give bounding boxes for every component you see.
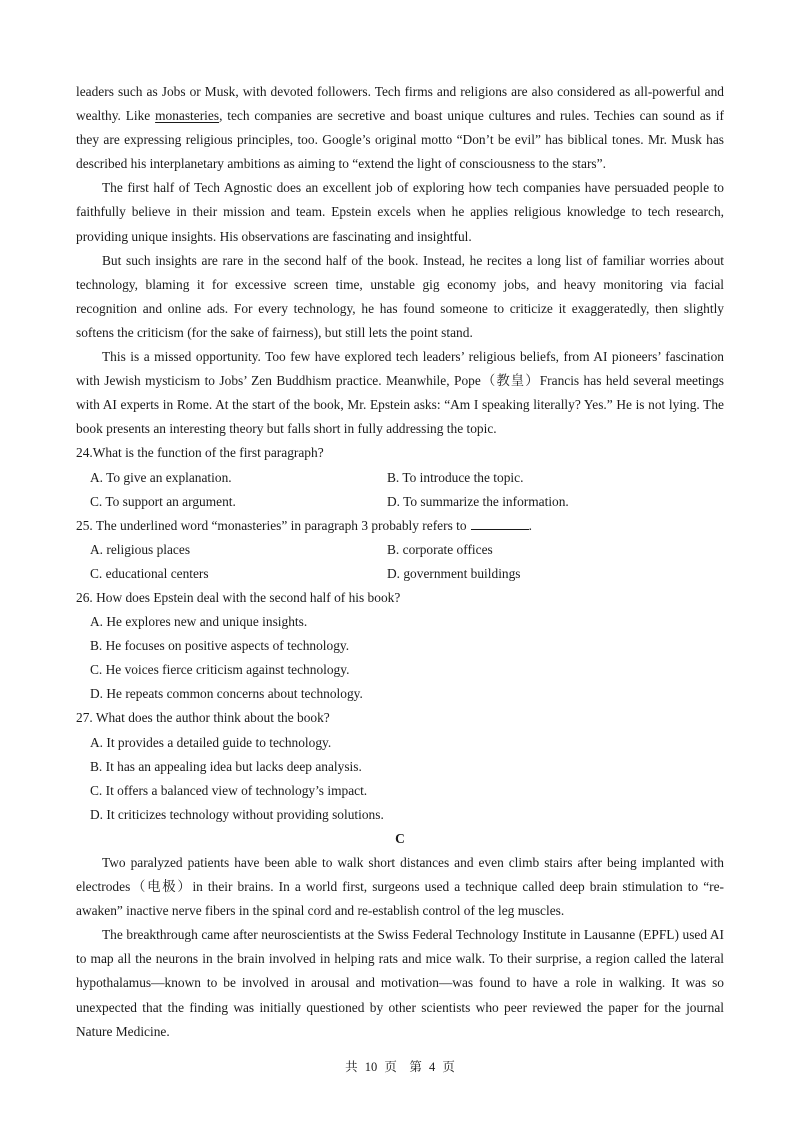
question-25 <box>76 514 724 586</box>
option-c[interactable]: C. He voices fierce criticism against technology. <box>90 662 350 678</box>
option-a[interactable]: A. religious places <box>90 541 191 557</box>
answer-blank[interactable] <box>471 515 529 530</box>
question-stem: 24.What is the function of the first paragraph? <box>76 445 324 461</box>
question-stem: 27. What does the author think about the book? <box>76 710 330 726</box>
option-a[interactable]: A. It provides a detailed guide to technology. <box>90 734 332 750</box>
option-d[interactable]: D. It criticizes technology without providing solutions. <box>90 806 384 822</box>
option-row <box>76 466 724 490</box>
underlined-word: monasteries <box>155 108 220 124</box>
section-heading: C <box>395 830 405 846</box>
passage-b-paragraph-2: The first half of Tech Agnostic does an excellent job of exploring how tech companies have persuaded people to faithfully believe in their mission and team. Epstein excels when he applies religious knowledge to tech research, providing unique insights. His observations are fascinating and insightful. <box>76 180 724 244</box>
option-row <box>76 490 724 514</box>
option-row <box>76 562 724 586</box>
option-c[interactable]: C. educational centers <box>90 565 209 581</box>
passage-b-paragraph-3: But such insights are rare in the second half of the book. Instead, he recites a long list of familiar worries about technology, blaming it for excessive screen time, unstable gig economy jobs, and heavy monitoring via facial recognition and online ads. For every technology, he has found someone to criticize it exaggeratedly, then slightly softens the criticism (for the sake of fairness), but still lets the point stand. <box>76 252 724 340</box>
passage-b-paragraph-4: This is a missed opportunity. Too few have explored tech leaders’ religious beliefs, from AI pioneers’ fascination with Jewish mysticism to Jobs’ Zen Buddhism practice. Meanwhile, Pope（教皇）Francis has held several meetings with AI experts in Rome. At the start of the book, Mr. Epstein asks: “Am I speaking literally? Yes.” He is not lying. The book presents an interesting theory but falls short in fully addressing the topic. <box>76 349 724 437</box>
option-a[interactable]: A. To give an explanation. <box>90 469 232 485</box>
option-row <box>76 538 724 562</box>
page-footer: 共 10 页 第 4 页 <box>345 1060 455 1074</box>
passage-c-paragraph-1: Two paralyzed patients have been able to walk short distances and even climb stairs after being implanted with electrodes（电极）in their brains. In a world first, surgeons used a technique called deep brain stimulation to “re-awaken” inactive nerve fibers in the spinal cord and re-establish control of the leg muscles. <box>76 855 724 919</box>
option-c[interactable]: C. It offers a balanced view of technology’s impact. <box>90 782 368 798</box>
option-b[interactable]: B. He focuses on positive aspects of technology. <box>90 638 350 654</box>
question-stem: 25. The underlined word “monasteries” in paragraph 3 probably refers to . <box>76 514 724 538</box>
option-c[interactable]: C. To support an argument. <box>90 493 236 509</box>
passage-c-paragraph-2: The breakthrough came after neuroscientists at the Swiss Federal Technology Institute in Lausanne (EPFL) used AI to map all the neurons in the brain involved in helping rats and mice walk. To their surprise, a region called the lateral hypothalamus—known to be involved in arousal and motivation—was found to have a role in walking. It was so unexpected that the finding was initially questioned by other scientists who peer reviewed the paper for the journal Nature Medicine. <box>76 927 724 1039</box>
option-b[interactable]: B. It has an appealing idea but lacks deep analysis. <box>90 758 362 774</box>
option-b[interactable]: B. To introduce the topic. <box>387 469 524 485</box>
question-27 <box>76 706 724 826</box>
question-26 <box>76 586 724 706</box>
passage-b-paragraph-1: leaders such as Jobs or Musk, with devoted followers. Tech firms and religions are also considered as all-powerful and wealthy. Like monasteries, tech companies are secretive and boast unique cultures and rules. Techies can sound as if they are expressing religious principles, too. Google’s original motto “Don’t be evil” has biblical tones. Mr. Musk has described his interplanetary ambitions as aiming to “extend the light of consciousness to the stars”. <box>76 84 724 172</box>
option-d[interactable]: D. government buildings <box>387 565 521 581</box>
question-24 <box>76 441 724 513</box>
question-stem: 26. How does Epstein deal with the second half of his book? <box>76 589 401 605</box>
option-d[interactable]: D. To summarize the information. <box>387 493 569 509</box>
option-a[interactable]: A. He explores new and unique insights. <box>90 614 308 630</box>
option-b[interactable]: B. corporate offices <box>387 541 493 557</box>
option-d[interactable]: D. He repeats common concerns about technology. <box>90 686 363 702</box>
